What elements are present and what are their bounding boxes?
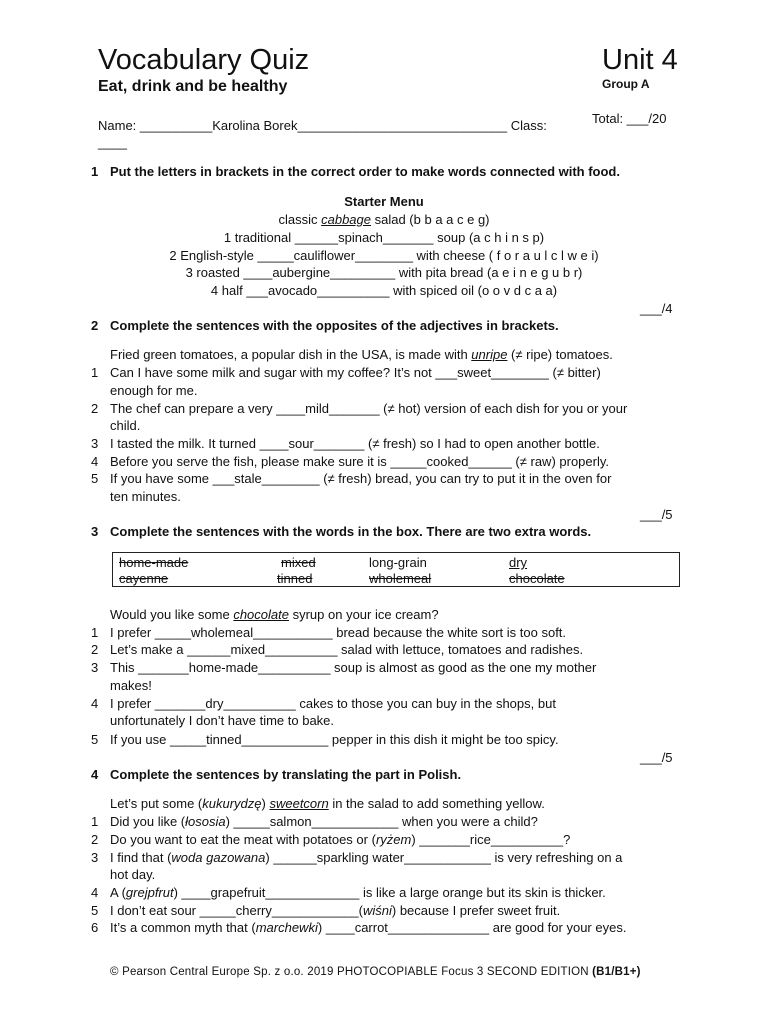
box-word: dry: [509, 555, 528, 570]
section-2-score: ___/5: [640, 507, 673, 522]
quiz-subtitle: Eat, drink and be healthy: [98, 78, 288, 95]
box-word: tinned: [277, 571, 313, 586]
class-blank: ____: [98, 135, 127, 150]
group-label: Group A: [602, 77, 650, 91]
section-3-item-5: If you use _____tinned____________ pepper in this dish it might be too spicy.: [110, 732, 559, 747]
polish-word: wiśni: [362, 903, 392, 918]
section-1-number: 1: [91, 164, 99, 179]
section-3-item-3-cont: makes!: [110, 678, 152, 693]
section-3-number: 3: [91, 524, 99, 539]
example-answer: sweetcorn: [269, 796, 329, 811]
box-word: wholemeal: [369, 571, 432, 586]
box-word: mixed: [281, 555, 316, 570]
polish-word: łososia: [185, 814, 226, 829]
section-4-item-2: Do you want to eat the meat with potatoes or (ryżem) _______rice__________?: [110, 832, 571, 847]
polish-word: marchewki: [255, 920, 318, 935]
section-2-item-5-cont: ten minutes.: [110, 489, 181, 504]
item-number: 4: [91, 696, 99, 711]
footer-level: (B1/B1+): [592, 966, 641, 978]
item-number: 4: [91, 885, 99, 900]
item-number: 2: [91, 642, 99, 657]
section-4-item-5: I don’t eat sour _____cherry____________(wiśni) because I prefer sweet fruit.: [110, 903, 561, 918]
item-number: 4: [91, 454, 99, 469]
polish-word: grejpfrut: [125, 885, 174, 900]
section-1-item-3: 3 roasted ____aubergine_________ with pita bread (a e i n e g u b r): [185, 265, 583, 280]
item-number: 3: [91, 850, 99, 865]
quiz-title: Vocabulary Quiz: [98, 44, 310, 76]
section-4-item-4: A (grejpfrut) ____grapefruit_____________ is like a large orange but its skin is thicker.: [110, 885, 606, 900]
section-2-item-2-cont: child.: [110, 418, 141, 433]
section-2-example: Fried green tomatoes, a popular dish in the USA, is made with unripe (≠ ripe) tomatoes.: [110, 347, 613, 362]
section-2-number: 2: [91, 318, 99, 333]
item-number: 2: [91, 401, 99, 416]
section-2-item-4: Before you serve the fish, please make sure it is _____cooked______ (≠ raw) properly.: [110, 454, 609, 469]
section-3-item-3: This _______home-made__________ soup is almost as good as the one my mother: [110, 660, 597, 675]
polish-word: ryżem: [375, 832, 412, 847]
section-2-item-5: If you have some ___stale________ (≠ fresh) bread, you can try to put it in the oven for: [110, 471, 612, 486]
item-number: 2: [91, 832, 99, 847]
section-4-item-3-cont: hot day.: [110, 867, 156, 882]
name-class-line: Name: __________Karolina Borek_____________________________ Class:: [98, 118, 547, 133]
box-word: long-grain: [369, 555, 427, 570]
total-score: Total: ___/20: [592, 111, 667, 126]
section-2-item-3: I tasted the milk. It turned ____sour_______ (≠ fresh) so I had to open another bottle.: [110, 436, 600, 451]
example-answer: unripe: [471, 347, 508, 362]
section-1-heading: Put the letters in brackets in the correct order to make words connected with food.: [110, 164, 620, 179]
section-1-item-2: 2 English-style _____cauliflower________ with cheese ( f o r a u l c l w e i): [169, 248, 599, 263]
section-4-example: Let’s put some (kukurydzę) sweetcorn in the salad to add something yellow.: [110, 796, 545, 811]
section-2-heading: Complete the sentences with the opposites of the adjectives in brackets.: [110, 318, 559, 333]
section-4-item-3: I find that (woda gazowana) ______sparkling water____________ is very refreshing on a: [110, 850, 623, 865]
item-number: 3: [91, 660, 99, 675]
starter-menu-title: Starter Menu: [344, 194, 424, 209]
section-2-item-1: Can I have some milk and sugar with my coffee? It’s not ___sweet________ (≠ bitter): [110, 365, 601, 380]
item-number: 6: [91, 920, 99, 935]
example-answer: cabbage: [321, 212, 371, 227]
section-3-item-4: I prefer _______dry__________ cakes to those you can buy in the shops, but: [110, 696, 556, 711]
unit-label: Unit 4: [602, 44, 678, 76]
section-1-item-4: 4 half ___avocado__________ with spiced oil (o o v d c a a): [210, 283, 558, 298]
section-4-item-6: It’s a common myth that (marchewki) ____carrot______________ are good for your eyes.: [110, 920, 627, 935]
item-number: 1: [91, 365, 99, 380]
section-3-example: Would you like some chocolate syrup on your ice cream?: [110, 607, 439, 622]
footer-copyright: © Pearson Central Europe Sp. z o.o. 2019 PHOTOCOPIABLE Focus 3 SECOND EDITION (B1/B1+): [110, 966, 641, 978]
section-3-item-4-cont: unfortunately I don’t have time to bake.: [110, 713, 335, 728]
item-number: 3: [91, 436, 99, 451]
box-word: home-made: [119, 555, 189, 570]
polish-word: woda gazowana: [171, 850, 266, 865]
item-number: 1: [91, 625, 99, 640]
section-1-score: ___/4: [640, 301, 673, 316]
section-3-score: ___/5: [640, 750, 673, 765]
section-4-number: 4: [91, 767, 99, 782]
section-3-heading: Complete the sentences with the words in the box. There are two extra words.: [110, 524, 592, 539]
section-2-item-1-cont: enough for me.: [110, 383, 198, 398]
section-3-item-2: Let’s make a ______mixed__________ salad with lettuce, tomatoes and radishes.: [110, 642, 584, 657]
example-answer: chocolate: [233, 607, 289, 622]
section-4-item-1: Did you like (łososia) _____salmon____________ when you were a child?: [110, 814, 538, 829]
item-number: 1: [91, 814, 99, 829]
section-2-item-2: The chef can prepare a very ____mild_______ (≠ hot) version of each dish for you or your: [110, 401, 628, 416]
item-number: 5: [91, 732, 99, 747]
polish-word: kukurydzę: [202, 796, 262, 811]
section-1-item-1: 1 traditional ______spinach_______ soup (a c h i n s p): [223, 230, 545, 245]
item-number: 5: [91, 903, 99, 918]
section-3-item-1: I prefer _____wholemeal___________ bread because the white sort is too soft.: [110, 625, 567, 640]
box-word: cayenne: [119, 571, 169, 586]
section-4-heading: Complete the sentences by translating the part in Polish.: [110, 767, 462, 782]
item-number: 5: [91, 471, 99, 486]
word-box: [112, 552, 680, 587]
box-word: chocolate: [509, 571, 565, 586]
section-1-example: classic cabbage salad (b b a a c e g): [278, 212, 490, 227]
